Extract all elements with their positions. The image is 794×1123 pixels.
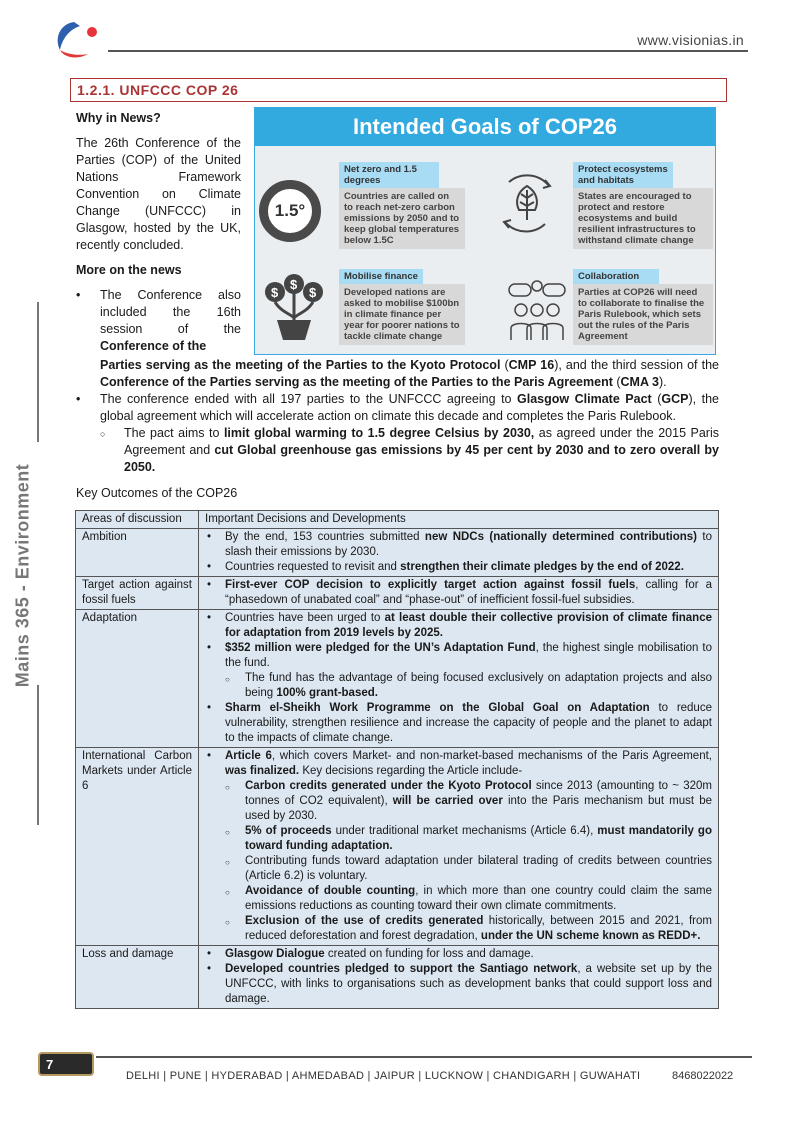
table-row [76,529,719,577]
footer-phone[interactable]: 8468022022 [672,1070,734,1082]
why-in-news-heading: Why in News? [76,111,161,125]
table-cell-decisions: • By the end, 153 countries submitted new NDCs (nationally determined contributions) to slash their emissions by 2030. • Countries requested to revisit and strengthen their climate pledges by the end of 2022. [199,529,719,577]
thermometer-1-5-degree-icon: 1.5° [259,180,321,242]
table-header-area: Areas of discussion [76,511,199,529]
side-divider-bottom [37,685,39,825]
svg-text:$: $ [290,277,298,292]
site-url[interactable]: www.visionias.in [637,32,744,48]
table-cell-area: International Carbon Markets under Article 6 [76,748,199,946]
side-divider-top [37,302,39,442]
news-bullet-1-start: • The Conference also included the 16th session of the Conference of the [76,287,241,355]
table-cell-area: Loss and damage [76,946,199,1009]
table-cell-decisions: • Glasgow Dialogue created on funding for loss and damage. • Developed countries pledged to support the Santiago network, a website set up by the UNFCCC, with links to organisations such as development banks that could support loss and damage. [199,946,719,1009]
svg-text:$: $ [309,285,317,300]
side-label: Mains 365 - Environment [12,463,33,688]
more-on-news-heading: More on the news [76,263,182,277]
goal-collaboration: Collaboration Parties at COP26 will need to collaborate to finalise the Paris Rulebook, which sets out the rules of the Paris Agreement [573,266,713,345]
people-collaboration-icon [507,278,567,344]
table-header-row [76,511,719,529]
section-heading: 1.2.1. UNFCCC COP 26 [70,78,727,102]
goal-mobilise-finance: Mobilise finance Developed nations are asked to mobilise $100bn in climate finance per year for poorer nations to tackle climate change [339,266,465,345]
key-outcomes-heading: Key Outcomes of the COP26 [76,486,238,500]
table-cell-decisions: • Countries have been urged to at least double their collective provision of climate finance for adaptation from 2019 levels by 2025. • $352 million were pledged for the UN’s Adaptation Fund, the highest single mobilisation to the fund. ○ The fund has the advantage of being focused exclusively on adaptation projects and also being 100% grant-based. • Sharm el-Sheikh Work Programme on the Global Goal on Adaptation to reduce vulnerability, strengthen resilience and increase the capacity of people and the planet to adapt to the impacts of climate change. [199,610,719,748]
table-cell-area: Adaptation [76,610,199,748]
money-plant-icon [261,274,327,344]
goal-net-zero: Net zero and 1.5 degrees Countries are called on to reach net-zero carbon emissions by 2050 and to keep global temperatures below 1.5C [339,162,465,249]
page-number-badge: 7 [38,1052,94,1076]
cop26-goals-infographic [254,107,716,355]
leaf-recycle-icon [495,168,559,242]
table-row [76,748,719,946]
table-cell-area: Ambition [76,529,199,577]
key-outcomes-table [75,510,719,1009]
infographic-title: Intended Goals of COP26 [255,108,715,146]
visionias-logo-icon [52,18,104,62]
table-cell-area: Target action against fossil fuels [76,577,199,610]
table-row [76,610,719,748]
news-bullets-continued [76,357,719,476]
goal-protect-ecosystems: Protect ecosystems and habitats States are encouraged to protect and restore ecosystems and build resilient infrastructures to withstand climate change [573,162,713,249]
table-cell-decisions: • Article 6, which covers Market- and non-market-based mechanisms of the Paris Agreement, was finalized. Key decisions regarding the Article include- ○ Carbon credits generated under the Kyoto Protocol since 2013 (amounting to ~ 320m tonnes of CO2 equivalent), will be carried over into the Paris mechanism but must be used by 2030. ○ 5% of proceeds under traditional market mechanisms (Article 6.4), must mandatorily go toward funding adaptation. ○ Contributing funds toward adaptation under bilateral trading of credits between countries (Article 6.2) is voluntary. ○ Avoidance of double counting, in which more than one country could claim the same emissions reductions as counting toward their own climate commitments. ○ Exclusion of the use of credits generated historically, between 2015 and 2021, from reduced deforestation and forest degradation, under the UN scheme known as REDD+. [199,748,719,946]
footer-divider [96,1056,752,1058]
why-in-news-text: The 26th Conference of the Parties (COP) of the United Nations Framework Convention on Climate Change (UNFCCC) in Glasgow, hosted by the UK, recently concluded. [76,136,241,252]
table-header-decisions: Important Decisions and Developments [199,511,719,529]
header-divider [108,50,748,52]
footer-cities: DELHI | PUNE | HYDERABAD | AHMEDABAD | JAIPUR | LUCKNOW | CHANDIGARH | GUWAHATI [126,1070,641,1082]
table-row [76,946,719,1009]
intro-column [76,110,241,355]
news-bullet-2: • The conference ended with all 197 parties to the UNFCCC agreeing to Glasgow Climate Pact (GCP), the global agreement which will accelerate action on climate this decade and completes the Paris Rulebook. [76,391,719,425]
table-row [76,577,719,610]
svg-text:$: $ [271,285,279,300]
news-sub-bullet-1: ○ The pact aims to limit global warming to 1.5 degree Celsius by 2030, as agreed under the 2015 Paris Agreement and cut Global greenhouse gas emissions by 45 per cent by 2030 and to zero overall by 2050. [76,425,719,476]
news-bullet-1-continued: Parties serving as the meeting of the Parties to the Kyoto Protocol (CMP 16), and the third session of the Conference of the Parties serving as the meeting of the Parties to the Paris Agreement (CMA 3). [100,358,719,389]
table-cell-decisions: • First-ever COP decision to explicitly target action against fossil fuels, calling for a “phasedown of unabated coal” and “phase-out” of inefficient fossil-fuel subsidies. [199,577,719,610]
